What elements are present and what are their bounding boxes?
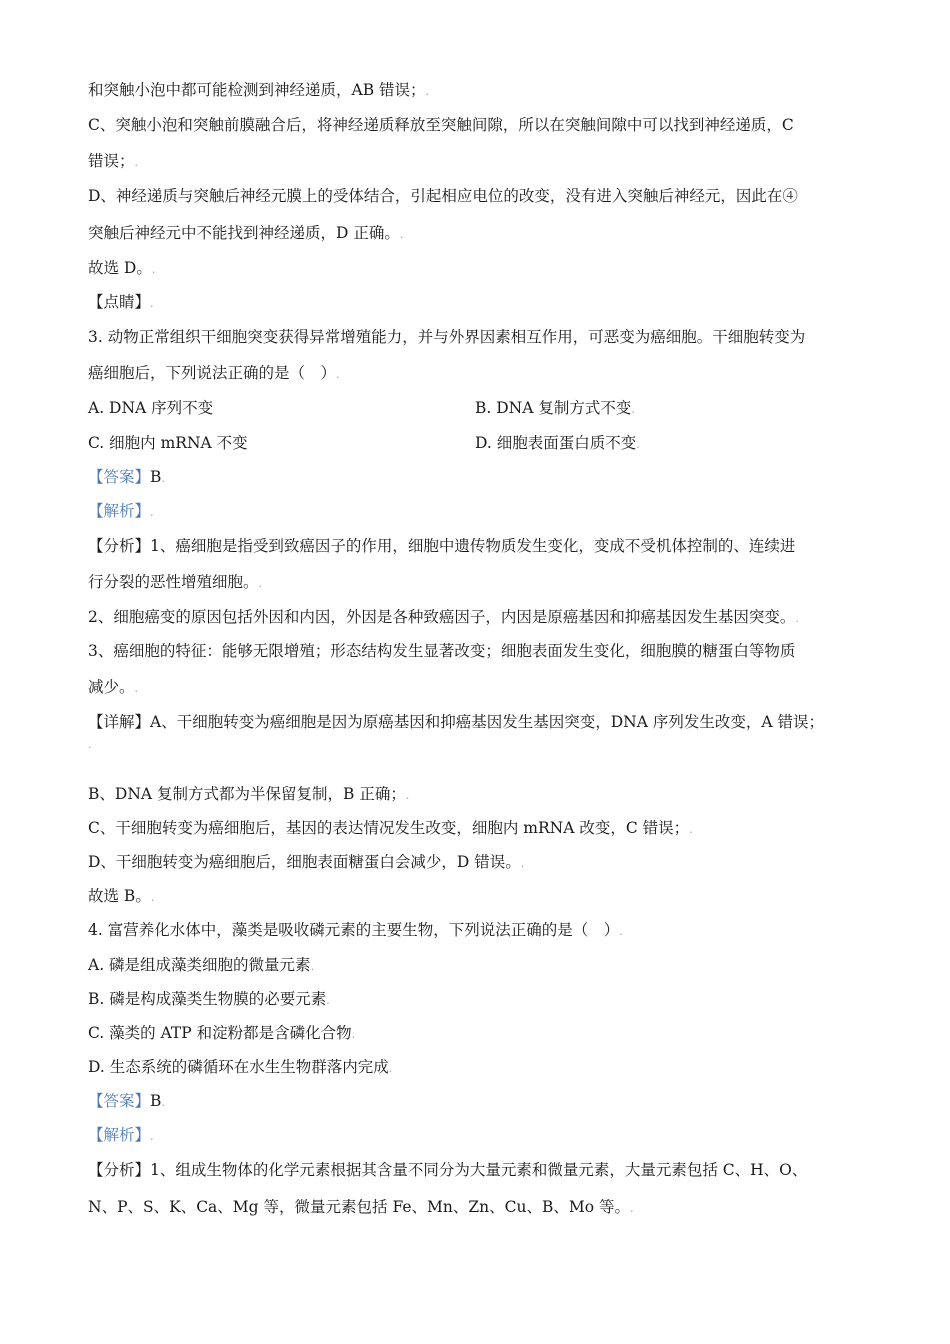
question-3-answer: 【答案】B. <box>88 468 165 486</box>
question-3-conclusion: 故选 B。. <box>88 887 155 905</box>
text-line: 错误；. <box>88 152 139 170</box>
question-3-option-b: B. DNA 复制方式不变. <box>475 399 635 417</box>
question-4-option-a: A. 磷是组成藻类细胞的微量元素. <box>88 956 315 974</box>
question-3-analysis: 3、癌细胞的特征：能够无限增殖；形态结构发生显著改变；细胞表面发生变化，细胞膜的糖蛋白等物质 <box>88 642 796 660</box>
question-4-jiexi-tag: 【解析】. <box>88 1126 154 1144</box>
text-line: 故选 D。. <box>88 259 156 277</box>
question-3-option-d: D. 细胞表面蛋白质不变. <box>475 434 640 452</box>
question-4-answer: 【答案】B. <box>88 1092 165 1110</box>
question-4-analysis: N、P、S、K、Ca、Mg 等，微量元素包括 Fe、Mn、Zn、Cu、B、Mo 等。. <box>88 1198 634 1216</box>
question-3-option-a: A. DNA 序列不变 <box>88 399 214 417</box>
question-3-analysis: 【分析】1、癌细胞是指受到致癌因子的作用，细胞中遗传物质发生变化，变成不受机体控制的、连续进 <box>88 537 796 555</box>
question-4-option-d: D. 生态系统的磷循环在水生生物群落内完成. <box>88 1058 393 1076</box>
question-3-analysis: 行分裂的恶性增殖细胞。. <box>88 573 263 591</box>
text-line: 和突触小泡中都可能检测到神经递质，AB 错误；. <box>88 81 430 99</box>
question-3-stem: 3. 动物正常组织干细胞突变获得异常增殖能力，并与外界因素相互作用，可恶变为癌细胞。干细胞转变为 <box>88 328 806 346</box>
text-line: 突触后神经元中不能找到神经递质，D 正确。. <box>88 224 404 242</box>
question-3-option-c: C. 细胞内 mRNA 不变 <box>88 434 248 452</box>
question-4-analysis: 【分析】1、组成生物体的化学元素根据其含量不同分为大量元素和微量元素，大量元素包括 C、H、O、 <box>88 1161 808 1179</box>
question-3-detail: C、干细胞转变为癌细胞后，基因的表达情况发生改变，细胞内 mRNA 改变，C 错误；. <box>88 819 693 837</box>
question-4-option-c: C. 藻类的 ATP 和淀粉都是含磷化合物. <box>88 1024 356 1042</box>
question-4-stem: 4. 富营养化水体中，藻类是吸收磷元素的主要生物，下列说法正确的是（ ）. <box>88 921 623 939</box>
question-3-jiexi-tag: 【解析】. <box>88 502 154 520</box>
question-4-option-b: B. 磷是构成藻类生物膜的必要元素. <box>88 990 330 1008</box>
question-3-stem: 癌细胞后，下列说法正确的是（ ）. <box>88 364 340 382</box>
question-3-analysis: 2、细胞癌变的原因包括外因和内因，外因是各种致癌因子，内因是原癌基因和抑癌基因发生基因突变。. <box>88 608 799 626</box>
question-3-detail: B、DNA 复制方式都为半保留复制，B 正确；. <box>88 785 410 803</box>
text-line: D、神经递质与突触后神经元膜上的受体结合，引起相应电位的改变，没有进入突触后神经元，因此在④ <box>88 187 798 205</box>
question-3-analysis: 减少。. <box>88 678 139 696</box>
text-line: C、突触小泡和突触前膜融合后，将神经递质释放至突触间隙，所以在突触间隙中可以找到神经递质，C <box>88 116 794 134</box>
question-3-detail: 【详解】A、干细胞转变为癌细胞是因为原癌基因和抑癌基因发生基因突变，DNA 序列发生改变，A 错误； <box>88 713 824 731</box>
question-3-detail: D、干细胞转变为癌细胞后，细胞表面糖蛋白会减少，D 错误。. <box>88 853 525 871</box>
section-tag-dianjing: 【点睛】. <box>88 293 154 311</box>
paragraph-mark: . <box>88 738 92 751</box>
